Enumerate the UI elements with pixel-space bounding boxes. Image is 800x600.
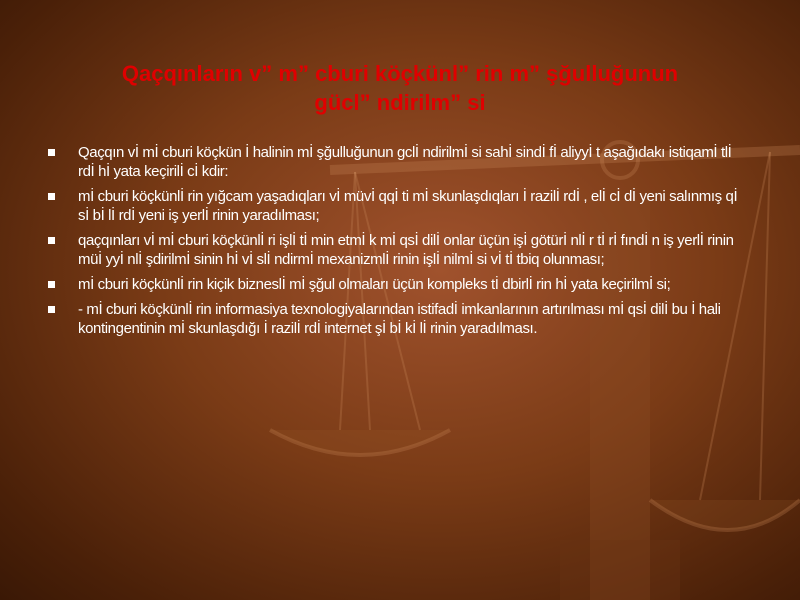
bullet-item <box>48 300 748 338</box>
square-bullet-icon <box>48 306 55 313</box>
bullet-text: mİ cburi köçkünlİ rin yığcam yaşadıqları vİ müvİ qqİ ti mİ skunlaşdıqları İ razilİ rdİ , elİ cİ dİ yeni salınmış qİ sİ bİ lİ rdİ yeni iş yerlİ rinin yaradılması; <box>78 188 738 224</box>
slide-title-line: gücl” ndirilm” si <box>314 89 486 115</box>
bullet-text: Qaçqın vİ mİ cburi köçkün İ halinin mİ şğulluğunun gclİ ndirilmİ si sahİ sindİ fİ aliyyİ t aşağıdakı istiqamİ tlİ rdİ hİ yata keçirilİ cİ kdir: <box>78 144 732 180</box>
bullet-item <box>48 143 748 181</box>
bullet-text: - mİ cburi köçkünlİ rin informasiya texnologiyalarından istifadİ imkanlarının artırılması mİ qsİ dilİ bu İ hali kontingentinin mİ skunlaşdığı İ razilİ rdİ internet şİ bİ kİ lİ rinin yaradılması. <box>78 301 721 337</box>
slide-title-line: Qaçqınların v” m” cburi köçkünl” rin m” şğulluğunun <box>121 60 679 86</box>
bullet-text: mİ cburi köçkünlİ rin kiçik bizneslİ mİ şğul olmaları üçün kompleks tİ dbirlİ rin hİ yata keçirilmİ si; <box>78 276 671 293</box>
bullet-item <box>48 231 748 269</box>
bullet-text: qaçqınları vİ mİ cburi köçkünlİ ri işlİ tİ min etmİ k mİ qsİ dilİ onlar üçün işİ götürİ nlİ r tİ rİ fındİ n iş yerlİ rinin müİ yyİ nlİ şdirilmİ sinin hİ vİ slİ ndirmİ mexanizmlİ rinin işlİ nilmİ si vİ tİ tbiq olunması; <box>78 232 734 268</box>
bullet-item <box>48 275 748 294</box>
square-bullet-icon <box>48 193 55 200</box>
slide-title <box>40 59 760 117</box>
square-bullet-icon <box>48 237 55 244</box>
bullet-item <box>48 187 748 225</box>
bullet-list <box>48 143 748 344</box>
square-bullet-icon <box>48 149 55 156</box>
square-bullet-icon <box>48 281 55 288</box>
